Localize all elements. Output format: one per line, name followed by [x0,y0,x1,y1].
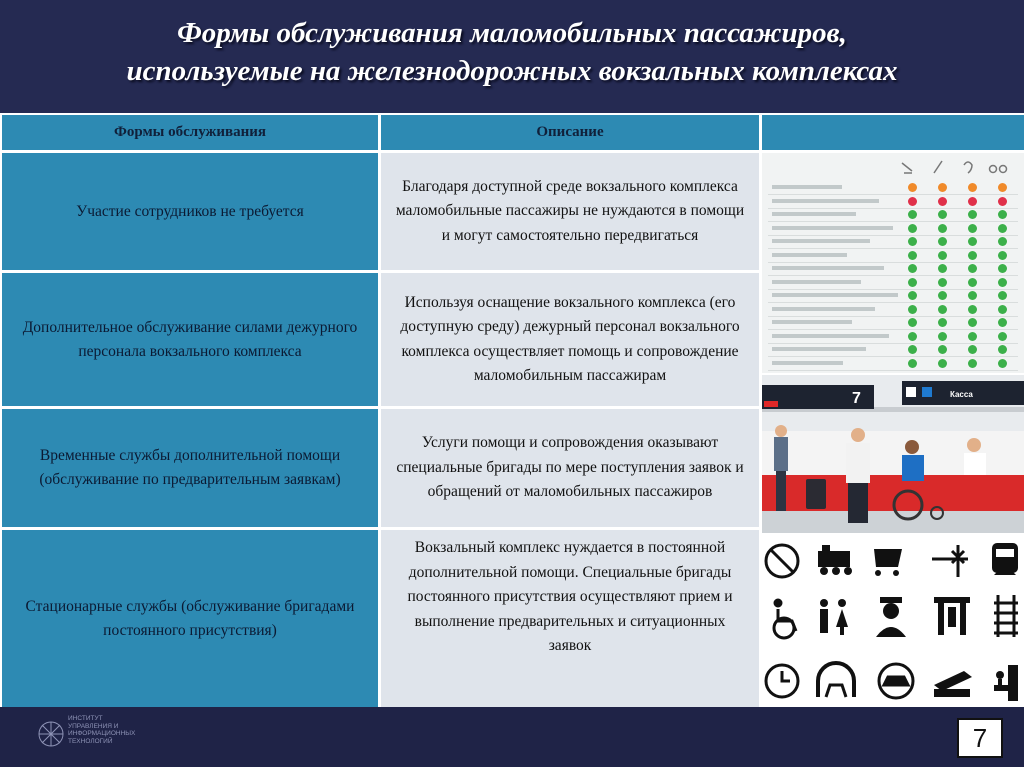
status-board-label [772,334,889,338]
status-board-row [768,181,1018,195]
status-board-row [768,357,1018,371]
institute-logo-text: ИНСТИТУТ УПРАВЛЕНИЯ И ИНФОРМАЦИОННЫХ ТЕХНОЛОГИЙ [68,715,136,745]
slide-header [0,0,1024,113]
status-board-row [768,262,1018,276]
ticket-icon [934,671,972,697]
title-line-1: Формы обслуживания маломобильных пассажиров, [177,17,847,49]
slide-title [0,14,1024,90]
status-dot [938,305,947,314]
wheelchair-icon [774,600,796,638]
column-header-image [762,115,1024,150]
pencil-icon [934,161,942,173]
status-dot [908,264,917,273]
waiting-room-icon [994,665,1018,701]
status-board-row [768,330,1018,344]
status-dot [998,345,1007,354]
status-dot [998,332,1007,341]
status-dot [908,278,917,287]
suitcase-icon [806,479,826,509]
title-line-2: используемые на железнодорожных вокзальных комплексах [126,55,898,87]
status-board-label [772,347,866,351]
status-dot [938,197,947,206]
status-dot [908,359,917,368]
status-board-label [772,361,843,365]
status-dot [968,332,977,341]
column-header-description: Описание [381,115,759,150]
status-dot [998,305,1007,314]
status-dot [968,197,977,206]
status-dot [998,251,1007,260]
status-board-row [768,235,1018,249]
status-board-row [768,195,1018,209]
status-dot [938,359,947,368]
railway-crossing-icon [932,545,968,577]
status-board-row [768,289,1018,303]
hearing-icon [964,162,972,173]
passenger-figure [774,425,788,511]
status-dot [908,237,917,246]
service-forms-table [0,113,1024,707]
table-row-form: Стационарные службы (обслуживание бригадами постоянного присутствия) [2,530,378,707]
no-smoking-icon [766,545,798,577]
status-board-label [772,212,856,216]
status-board-label [772,320,852,324]
status-dot [998,197,1007,206]
status-board-row [768,222,1018,236]
status-board-row [768,208,1018,222]
status-dot [938,251,947,260]
status-dot [998,278,1007,287]
status-dot [938,183,947,192]
staff-icon [876,597,906,637]
status-dot [938,224,947,233]
status-dot [968,237,977,246]
status-dot [998,264,1007,273]
table-row-description: Вокзальный комплекс нуждается в постоянной дополнительной помощи. Специальные бригады постоянного присутствия осуществляют прием и выполнение предварительных и ситуационных заявок [381,530,759,707]
counter-number: 7 [852,390,861,407]
status-board-label [772,293,898,297]
status-dot [908,291,917,300]
table-row-form: Дополнительное обслуживание силами дежурного персонала вокзального комплекса [2,273,378,406]
table-row-form: Участие сотрудников не требуется [2,153,378,270]
luggage-cart-icon [874,549,902,576]
status-board-label [772,185,842,189]
rail-track-icon [994,595,1018,637]
status-dot [908,332,917,341]
status-dot [938,264,947,273]
status-dot [998,224,1007,233]
train-front-icon [992,543,1018,575]
table-row-description: Услуги помощи и сопровождения оказывают специальные бригады по мере поступления заявок и обращений от маломобильных пассажиров [381,409,759,527]
status-dot [968,318,977,327]
status-board-row [768,303,1018,317]
status-dot [968,359,977,368]
status-dot [998,318,1007,327]
page-number: 7 [957,718,1003,758]
table-row-description: Благодаря доступной среде вокзального комплекса маломобильные пассажиры не нуждаются в помощи и могут самостоятельно передвигаться [381,153,759,270]
status-board-row [768,343,1018,357]
status-dot [968,210,977,219]
status-dot [908,224,917,233]
status-dot [968,278,977,287]
accessibility-status-board [762,153,1024,373]
status-board-label [772,280,861,284]
status-dot [998,210,1007,219]
kassa-label: Касса [950,390,973,399]
institute-logo-icon [36,712,66,756]
status-dot [908,345,917,354]
status-dot [908,318,917,327]
status-dot [938,237,947,246]
status-dot [908,210,917,219]
status-dot [908,305,917,314]
ticket-gate-icon [934,597,970,635]
glasses-icon [990,166,1007,173]
status-board-label [772,239,870,243]
status-board-label [772,253,847,257]
taxi-icon [879,664,913,698]
status-board-row [768,316,1018,330]
station-counter-illustration [762,375,1024,533]
status-board-label [772,199,879,203]
counter-sign [762,385,874,409]
status-dot [938,210,947,219]
restroom-icon [820,599,848,635]
wheelchair-walker-icon [902,163,912,173]
column-header-forms: Формы обслуживания [2,115,378,150]
status-board-row [768,249,1018,263]
status-dot [908,197,917,206]
status-dot [998,237,1007,246]
status-board-label [772,266,884,270]
status-dot [998,359,1007,368]
status-dot [968,251,977,260]
table-row-form: Временные службы дополнительной помощи (обслуживание по предварительным заявкам) [2,409,378,527]
status-dot [998,291,1007,300]
status-dot [968,264,977,273]
status-dot [968,224,977,233]
tunnel-icon [818,663,854,697]
status-board-row [768,276,1018,290]
railway-pictograms [762,535,1024,707]
status-dot [998,183,1007,192]
status-dot [968,305,977,314]
table-row-description: Используя оснащение вокзального комплекса (его доступную среду) дежурный персонал вокзального комплекса осуществляет помощь и сопровождение маломобильным пассажирам [381,273,759,406]
status-dot [938,332,947,341]
status-dot [968,183,977,192]
status-dot [908,251,917,260]
status-board-label [772,307,875,311]
status-board-label [772,226,893,230]
clock-icon [766,665,798,697]
kassa-sign [902,381,1024,405]
status-dot [938,318,947,327]
status-dot [968,345,977,354]
status-dot [908,183,917,192]
locomotive-icon [818,545,852,575]
status-dot [938,278,947,287]
slide-footer [0,707,1024,767]
status-dot [938,291,947,300]
status-dot [938,345,947,354]
status-dot [968,291,977,300]
